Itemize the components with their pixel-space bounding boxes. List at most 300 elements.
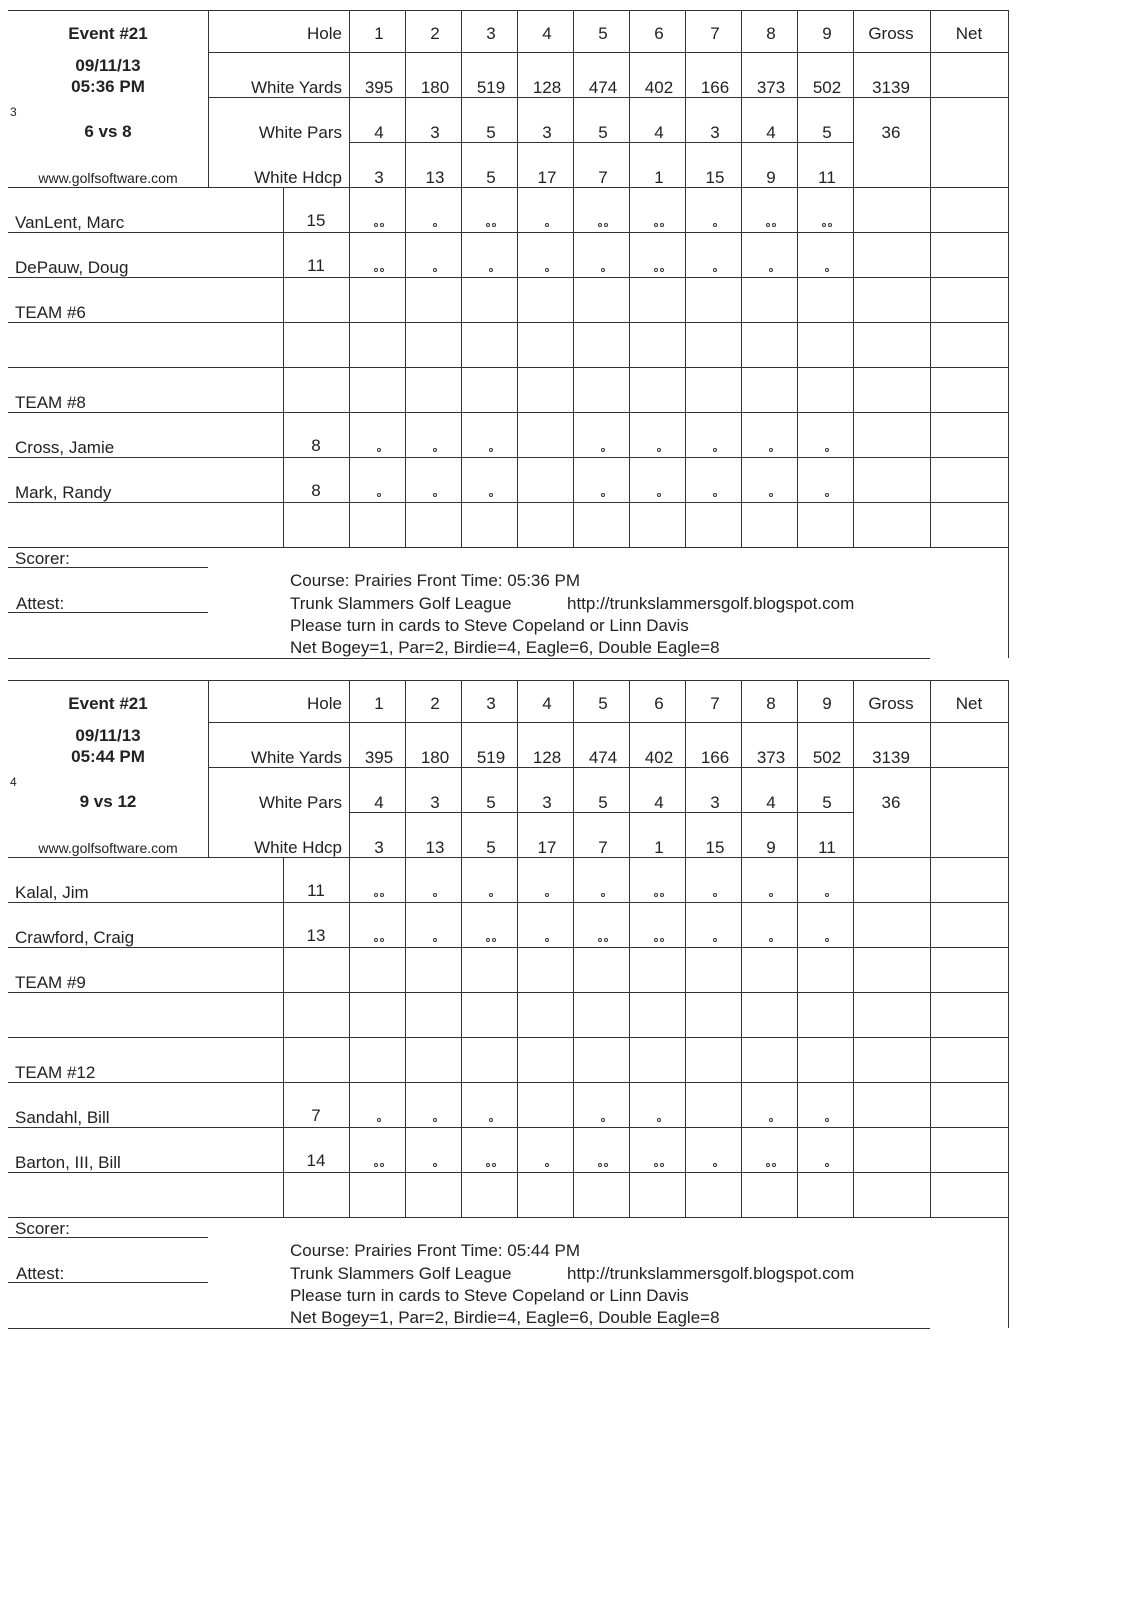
pars-value: 3 — [710, 123, 720, 142]
grid-line — [930, 680, 931, 1217]
score-mark — [713, 493, 717, 497]
score-mark — [545, 893, 549, 897]
hole-number: 5 — [598, 694, 608, 713]
player-name: Barton, III, Bill — [15, 1153, 121, 1172]
turn-in-note: Please turn in cards to Steve Copeland or Linn Davis — [290, 1286, 689, 1305]
score-mark — [377, 1118, 381, 1122]
hole-number: 3 — [486, 694, 496, 713]
grid-line — [853, 10, 854, 547]
score-dot — [766, 1163, 770, 1167]
score-mark — [489, 893, 493, 897]
hole-number: 6 — [654, 24, 664, 43]
pars-total: 36 — [881, 123, 901, 142]
player-handicap: 15 — [306, 211, 326, 230]
yards-value: 166 — [700, 78, 730, 97]
score-dot — [486, 223, 490, 227]
yards-value: 402 — [644, 748, 674, 767]
score-dot — [822, 223, 826, 227]
score-dot — [486, 938, 490, 942]
score-dot — [660, 268, 664, 272]
yards-total: 3139 — [872, 78, 910, 97]
rule-line — [208, 52, 1008, 53]
score-dot — [654, 1163, 658, 1167]
hdcp-value: 13 — [425, 838, 445, 857]
league-name: Trunk Slammers Golf League — [290, 594, 512, 613]
score-mark — [766, 1163, 776, 1167]
attest-label: Attest: — [16, 594, 65, 613]
rule-line — [8, 1037, 283, 1038]
score-mark — [601, 893, 605, 897]
match-number: 4 — [10, 775, 17, 789]
hole-number: 2 — [430, 24, 440, 43]
score-mark — [545, 938, 549, 942]
score-mark — [433, 938, 437, 942]
pars-value: 3 — [430, 123, 440, 142]
score-mark — [713, 448, 717, 452]
score-mark — [545, 223, 549, 227]
scorecard-1 — [8, 10, 1040, 670]
score-mark — [433, 223, 437, 227]
hole-number: 4 — [542, 24, 552, 43]
score-dot — [825, 1118, 829, 1122]
score-mark — [598, 223, 608, 227]
yards-value: 502 — [812, 748, 842, 767]
hole-label: Hole — [307, 24, 342, 43]
yards-value: 128 — [532, 748, 562, 767]
score-mark — [825, 268, 829, 272]
score-dot — [604, 938, 608, 942]
rule-line — [283, 1037, 1008, 1038]
score-dot — [660, 223, 664, 227]
score-dot — [713, 223, 717, 227]
hole-number: 7 — [710, 694, 720, 713]
score-dot — [598, 223, 602, 227]
team-a-label: TEAM #6 — [15, 303, 86, 322]
score-mark — [825, 448, 829, 452]
score-dot — [660, 938, 664, 942]
league-url: http://trunkslammersgolf.blogspot.com — [567, 594, 855, 613]
score-dot — [654, 893, 658, 897]
score-dot — [769, 448, 773, 452]
player-handicap: 13 — [306, 926, 326, 945]
score-mark — [825, 493, 829, 497]
player-handicap: 8 — [311, 436, 321, 455]
hdcp-value: 17 — [537, 838, 557, 857]
score-dot — [772, 1163, 776, 1167]
score-dot — [374, 223, 378, 227]
pars-value: 4 — [654, 123, 664, 142]
score-mark — [374, 1163, 384, 1167]
event-title: Event #21 — [68, 24, 148, 43]
score-dot — [601, 893, 605, 897]
score-dot — [654, 938, 658, 942]
score-dot — [825, 493, 829, 497]
net-label: Net — [955, 24, 983, 43]
score-mark — [433, 448, 437, 452]
player-name: DePauw, Doug — [15, 258, 129, 277]
hdcp-value: 9 — [766, 838, 776, 857]
score-dot — [433, 893, 437, 897]
score-dot — [545, 1163, 549, 1167]
score-mark — [654, 893, 664, 897]
course-info: Course: Prairies Front Time: 05:44 PM — [290, 1241, 581, 1260]
pars-value: 5 — [486, 793, 496, 812]
points-note: Net Bogey=1, Par=2, Birdie=4, Eagle=6, Double Eagle=8 — [290, 638, 720, 657]
points-note: Net Bogey=1, Par=2, Birdie=4, Eagle=6, Double Eagle=8 — [290, 1308, 720, 1327]
score-mark — [657, 448, 661, 452]
grid-line — [517, 680, 518, 1217]
pars-value: 3 — [542, 793, 552, 812]
score-dot — [657, 1118, 661, 1122]
yards-value: 373 — [756, 748, 786, 767]
player-name: Sandahl, Bill — [15, 1108, 110, 1127]
score-mark — [713, 1163, 717, 1167]
event-title: Event #21 — [68, 694, 148, 713]
score-mark — [545, 1163, 549, 1167]
score-mark — [654, 1163, 664, 1167]
hole-label: Hole — [307, 694, 342, 713]
player-name: Cross, Jamie — [15, 438, 115, 457]
gross-label: Gross — [868, 24, 914, 43]
grid-line — [461, 680, 462, 1217]
score-mark — [374, 268, 384, 272]
scorer-label: Scorer: — [15, 1219, 70, 1238]
grid-line — [461, 10, 462, 547]
score-dot — [766, 223, 770, 227]
score-mark — [713, 938, 717, 942]
score-mark — [486, 223, 496, 227]
rule-line — [283, 1082, 1008, 1083]
rule-line — [8, 1172, 1008, 1173]
score-dot — [489, 493, 493, 497]
yards-value: 166 — [700, 748, 730, 767]
score-mark — [433, 268, 437, 272]
hdcp-value: 17 — [537, 168, 557, 187]
score-mark — [601, 1118, 605, 1122]
grid-line — [629, 10, 630, 547]
hole-number: 8 — [766, 24, 776, 43]
footer-bottom-rule — [8, 658, 930, 659]
score-dot — [825, 448, 829, 452]
yards-value: 395 — [364, 78, 394, 97]
right-border — [1008, 10, 1009, 658]
hole-number: 1 — [374, 24, 384, 43]
score-dot — [377, 493, 381, 497]
score-mark — [486, 1163, 496, 1167]
course-info: Course: Prairies Front Time: 05:36 PM — [290, 571, 581, 590]
yards-value: 502 — [812, 78, 842, 97]
score-dot — [545, 268, 549, 272]
pars-value: 5 — [486, 123, 496, 142]
score-dot — [654, 223, 658, 227]
score-mark — [713, 893, 717, 897]
hdcp-value: 15 — [705, 838, 725, 857]
info-box-divider — [208, 680, 209, 857]
grid-line — [573, 680, 574, 1217]
score-mark — [713, 223, 717, 227]
net-label: Net — [955, 694, 983, 713]
score-dot — [713, 493, 717, 497]
pars-value: 4 — [766, 793, 776, 812]
score-mark — [713, 268, 717, 272]
hole-number: 8 — [766, 694, 776, 713]
grid-line — [405, 680, 406, 1217]
player-name: Kalal, Jim — [15, 883, 89, 902]
score-mark — [489, 268, 493, 272]
info-box-divider — [208, 10, 209, 187]
rule-line — [8, 457, 1008, 458]
score-mark — [601, 268, 605, 272]
score-dot — [489, 268, 493, 272]
score-mark — [545, 268, 549, 272]
score-dot — [601, 1118, 605, 1122]
grid-line — [405, 10, 406, 547]
score-mark — [374, 938, 384, 942]
score-mark — [769, 893, 773, 897]
yards-value: 402 — [644, 78, 674, 97]
score-mark — [654, 268, 664, 272]
rule-line — [8, 947, 1008, 948]
grid-line — [853, 680, 854, 1217]
score-dot — [492, 938, 496, 942]
grid-line — [930, 10, 931, 547]
yards-value: 474 — [588, 748, 618, 767]
pars-value: 5 — [822, 123, 832, 142]
grid-line — [741, 680, 742, 1217]
score-mark — [598, 1163, 608, 1167]
yards-value: 474 — [588, 78, 618, 97]
pars-total: 36 — [881, 793, 901, 812]
score-mark — [601, 493, 605, 497]
scorer-label: Scorer: — [15, 549, 70, 568]
hdcp-value: 5 — [486, 838, 496, 857]
hdcp-value: 3 — [374, 168, 384, 187]
hole-number: 7 — [710, 24, 720, 43]
score-mark — [598, 938, 608, 942]
event-date: 09/11/13 — [75, 726, 141, 745]
hole-number: 3 — [486, 24, 496, 43]
player-name: Mark, Randy — [15, 483, 112, 502]
hdcp-value: 1 — [654, 168, 664, 187]
score-dot — [772, 223, 776, 227]
grid-line — [283, 857, 284, 1217]
hdcp-value: 13 — [425, 168, 445, 187]
score-dot — [433, 1163, 437, 1167]
pars-value: 4 — [374, 793, 384, 812]
score-mark — [825, 938, 829, 942]
yards-value: 128 — [532, 78, 562, 97]
player-handicap: 11 — [307, 256, 325, 275]
grid-bottom-rule — [8, 1217, 1008, 1218]
rule-line — [8, 367, 283, 368]
score-mark — [374, 893, 384, 897]
attest-label: Attest: — [16, 1264, 65, 1283]
score-dot — [825, 893, 829, 897]
hdcp-label: White Hdcp — [254, 838, 342, 857]
score-mark — [657, 493, 661, 497]
player-name: VanLent, Marc — [15, 213, 125, 232]
match-number: 3 — [10, 105, 17, 119]
score-mark — [654, 938, 664, 942]
hdcp-value: 15 — [705, 168, 725, 187]
yards-label: White Yards — [250, 78, 342, 97]
footer-bottom-rule — [8, 1328, 930, 1329]
hdcp-value: 1 — [654, 838, 664, 857]
score-dot — [377, 448, 381, 452]
score-dot — [380, 1163, 384, 1167]
score-dot — [769, 268, 773, 272]
score-mark — [489, 448, 493, 452]
score-dot — [433, 1118, 437, 1122]
pars-value: 4 — [766, 123, 776, 142]
grid-line — [797, 680, 798, 1217]
player-handicap: 8 — [311, 481, 321, 500]
score-dot — [374, 268, 378, 272]
score-mark — [769, 493, 773, 497]
scorecard-2 — [8, 680, 1040, 1340]
rule-line — [8, 1127, 1008, 1128]
grid-line — [573, 10, 574, 547]
website-label: www.golfsoftware.com — [38, 170, 178, 186]
score-dot — [660, 893, 664, 897]
score-dot — [769, 1118, 773, 1122]
score-dot — [713, 1163, 717, 1167]
grid-line — [517, 10, 518, 547]
score-dot — [601, 268, 605, 272]
grid-line — [741, 10, 742, 547]
score-dot — [380, 268, 384, 272]
score-mark — [825, 893, 829, 897]
grid-line — [685, 10, 686, 547]
score-dot — [486, 1163, 490, 1167]
yards-value: 395 — [364, 748, 394, 767]
pars-value: 5 — [598, 793, 608, 812]
rule-line — [8, 992, 1008, 993]
hole-number: 1 — [374, 694, 384, 713]
score-dot — [374, 893, 378, 897]
rule-line — [8, 902, 1008, 903]
score-dot — [604, 223, 608, 227]
event-date: 09/11/13 — [75, 56, 141, 75]
event-time: 05:36 PM — [71, 77, 145, 96]
score-dot — [654, 268, 658, 272]
score-dot — [433, 223, 437, 227]
gross-label: Gross — [868, 694, 914, 713]
score-mark — [654, 223, 664, 227]
player-handicap: 11 — [307, 881, 325, 900]
score-dot — [825, 268, 829, 272]
rule-line — [283, 367, 1008, 368]
hdcp-value: 9 — [766, 168, 776, 187]
score-mark — [601, 448, 605, 452]
score-mark — [489, 1118, 493, 1122]
pars-value: 5 — [598, 123, 608, 142]
score-dot — [433, 448, 437, 452]
score-mark — [433, 1163, 437, 1167]
grid-line — [797, 10, 798, 547]
grid-line — [349, 10, 350, 547]
hole-number: 6 — [654, 694, 664, 713]
score-dot — [601, 448, 605, 452]
event-time: 05:44 PM — [71, 747, 145, 766]
score-mark — [766, 223, 776, 227]
player-name: Crawford, Craig — [15, 928, 135, 947]
matchup: 9 vs 12 — [79, 792, 137, 811]
score-mark — [374, 223, 384, 227]
rule-line — [8, 502, 1008, 503]
score-dot — [604, 1163, 608, 1167]
hole-number: 9 — [822, 694, 832, 713]
league-name: Trunk Slammers Golf League — [290, 1264, 512, 1283]
yards-value: 519 — [476, 78, 506, 97]
score-mark — [486, 938, 496, 942]
score-dot — [825, 938, 829, 942]
hdcp-value: 7 — [598, 838, 608, 857]
hdcp-value: 7 — [598, 168, 608, 187]
score-dot — [377, 1118, 381, 1122]
score-mark — [433, 893, 437, 897]
score-dot — [657, 448, 661, 452]
score-dot — [489, 1118, 493, 1122]
score-dot — [489, 448, 493, 452]
score-dot — [769, 938, 773, 942]
matchup: 6 vs 8 — [84, 122, 132, 141]
player-handicap: 14 — [306, 1151, 326, 1170]
grid-line — [349, 680, 350, 1217]
hole-number: 4 — [542, 694, 552, 713]
score-dot — [825, 1163, 829, 1167]
score-mark — [822, 223, 832, 227]
score-dot — [380, 938, 384, 942]
score-mark — [769, 938, 773, 942]
hdcp-value: 5 — [486, 168, 496, 187]
pars-value: 4 — [374, 123, 384, 142]
score-dot — [492, 223, 496, 227]
pars-label: White Pars — [258, 123, 342, 142]
hdcp-value: 3 — [374, 838, 384, 857]
score-dot — [598, 1163, 602, 1167]
score-mark — [433, 493, 437, 497]
score-dot — [433, 493, 437, 497]
yards-label: White Yards — [250, 748, 342, 767]
hole-number: 9 — [822, 24, 832, 43]
right-border — [1008, 680, 1009, 1328]
score-dot — [545, 893, 549, 897]
grid-line — [629, 680, 630, 1217]
player-handicap: 7 — [311, 1106, 321, 1125]
pars-value: 3 — [542, 123, 552, 142]
score-dot — [374, 1163, 378, 1167]
score-dot — [380, 223, 384, 227]
score-dot — [769, 893, 773, 897]
yards-value: 519 — [476, 748, 506, 767]
yards-value: 373 — [756, 78, 786, 97]
grid-line — [283, 187, 284, 547]
top-rule — [8, 680, 1008, 681]
score-dot — [374, 938, 378, 942]
website-label: www.golfsoftware.com — [38, 840, 178, 856]
score-dot — [660, 1163, 664, 1167]
hdcp-value: 11 — [818, 838, 836, 857]
score-dot — [769, 493, 773, 497]
grid-bottom-rule — [8, 547, 1008, 548]
score-dot — [545, 938, 549, 942]
score-dot — [433, 938, 437, 942]
team-a-label: TEAM #9 — [15, 973, 86, 992]
score-dot — [380, 893, 384, 897]
score-mark — [825, 1163, 829, 1167]
grid-line — [685, 680, 686, 1217]
